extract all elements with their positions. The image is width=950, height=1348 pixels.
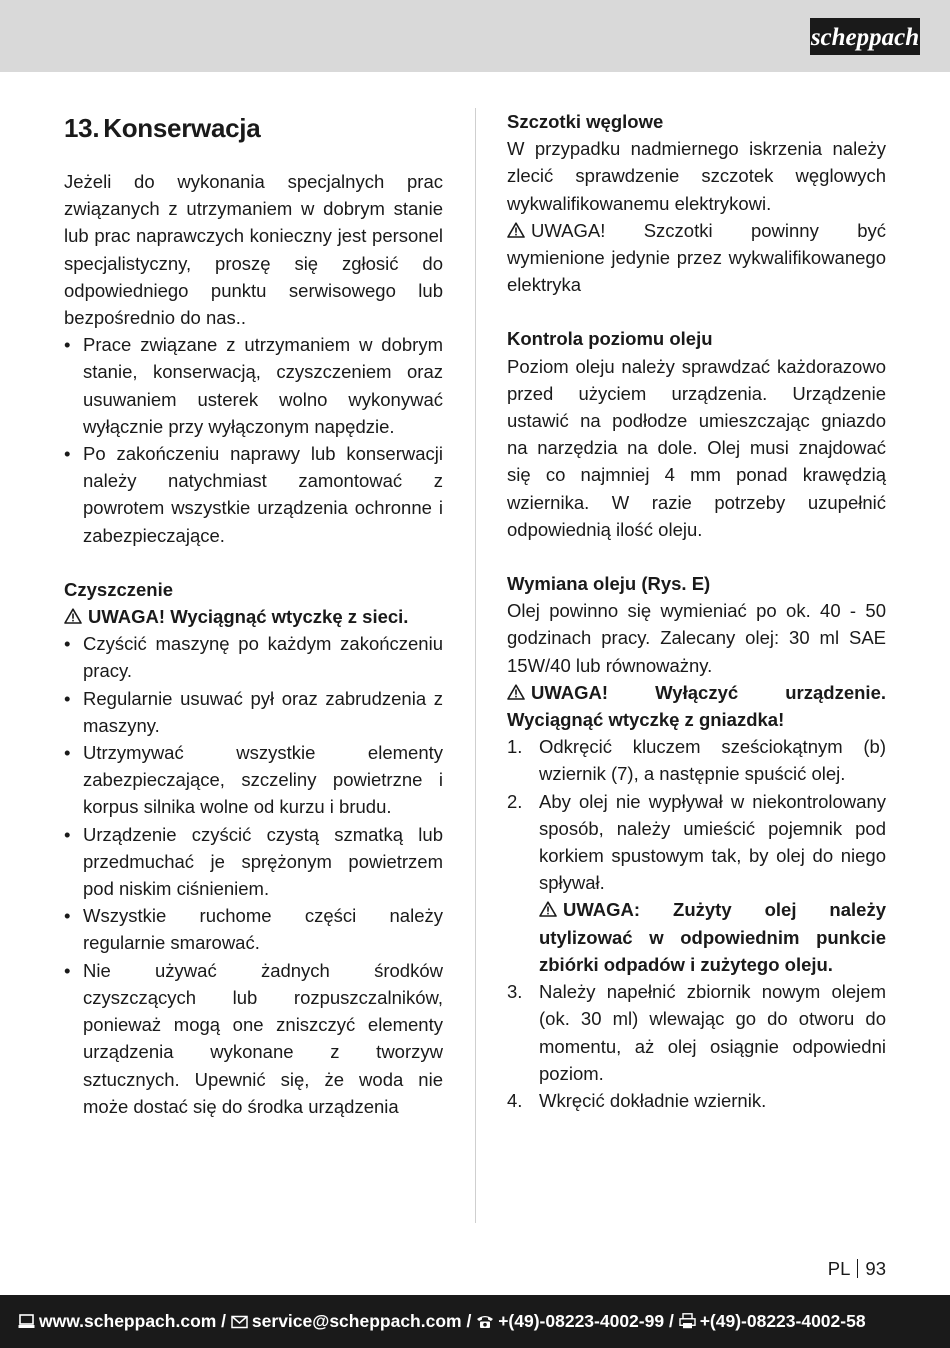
brushes-warning-text: UWAGA! Szczotki powinny być wymienione jedynie przez wykwalifikowanego elektryka	[507, 219, 886, 296]
list-item	[507, 733, 886, 787]
footer-phone[interactable]: +(49)-08223-4002-99 /	[498, 1311, 674, 1331]
list-item: • Regularnie usuwać pył oraz zabrudzenia z maszyny.	[64, 685, 443, 739]
oil-level-heading: Kontrola poziomu oleju	[507, 328, 713, 350]
step2-warning	[539, 896, 886, 978]
page-number	[828, 1257, 886, 1281]
cleaning-warning-text: UWAGA! Wyciągnąć wtyczkę z sieci.	[88, 606, 409, 628]
header-band	[0, 0, 950, 72]
section-title	[64, 108, 443, 148]
list-item: • Wszystkie ruchome części należy regularnie smarować.	[64, 902, 443, 956]
footer-email[interactable]: service@scheppach.com /	[251, 1311, 472, 1331]
scheppach-logo	[810, 18, 920, 55]
step-text: Należy napełnić zbiornik nowym olejem (ok. 30 ml) wlewając go do otworu do momentu, aż olej osiągnie odpowiedni poziom.	[539, 981, 886, 1084]
footer-bar	[0, 1295, 950, 1348]
step-text: Odkręcić kluczem sześciokątnym (b) wziernik (7), a następnie spuścić olej.	[539, 736, 886, 785]
fax-icon	[679, 1311, 696, 1335]
maintenance-intro: Jeżeli do wykonania specjalnych prac związanych z utrzymaniem w dobrym stanie lub prac naprawczych konieczny jest personel specjalistyczny, proszę się zgłosić do odpowiedniego punktu serwisowego lub bezpośrednio do nas..	[64, 171, 443, 329]
step-number: 1.	[507, 736, 523, 758]
page-lang: PL	[827, 1258, 851, 1279]
list-item: • Prace związane z utrzymaniem w dobrym stanie, konserwacją, czyszczeniem oraz usuwaniem usterek wolno wykonywać wyłącznie przy wyłączonym napędzie.	[64, 331, 443, 440]
oil-change-warning-text: UWAGA! Wyłączyć urządzenie. Wyciągnąć wtyczkę z gniazdka!	[507, 681, 886, 731]
list-item: • Po zakończeniu naprawy lub konserwacji należy natychmiast zamontować z powrotem wszystkie urządzenia ochronne i zabezpieczające.	[64, 440, 443, 549]
brushes-text: W przypadku nadmiernego iskrzenia należy zlecić sprawdzenie szczotek węglowych wykwalifikowanemu elektrykowi.	[507, 138, 886, 214]
column-divider	[475, 108, 476, 1223]
right-column	[507, 108, 886, 1114]
computer-icon	[18, 1311, 35, 1335]
maintenance-bullet-list	[64, 331, 443, 549]
oil-change-steps	[507, 733, 886, 1114]
warning-triangle-icon	[507, 222, 525, 238]
step-number: 4.	[507, 1089, 523, 1111]
oil-change-text: Olej powinno się wymieniać po ok. 40 - 50 godzinach pracy. Zalecany olej: 30 ml SAE 15W/40 lub równoważny.	[507, 600, 886, 676]
cleaning-warning	[64, 603, 443, 630]
step-number: 2.	[507, 790, 523, 812]
footer-contact-line	[18, 1309, 932, 1335]
left-column	[64, 108, 443, 1120]
section-number: 13.	[64, 113, 100, 143]
step-text: Aby olej nie wypływał w niekontrolowany sposób, należy umieścić pojemnik pod korkiem spustowym tak, by olej do niego spływał.	[539, 790, 886, 894]
page-separator	[857, 1259, 858, 1278]
oil-change-heading: Wymiana oleju (Rys. E)	[507, 573, 711, 595]
phone-icon	[476, 1311, 494, 1335]
footer-website[interactable]: www.scheppach.com /	[39, 1311, 227, 1331]
list-item: • Nie używać żadnych środków czyszczących lub rozpuszczalników, ponieważ mogą one zniszczyć elementy urządzenia wykonane z tworzyw sztucznych. Upewnić się, że woda nie może dostać się do środka urządzenia	[64, 957, 443, 1120]
step2-warning-text: UWAGA: Zużyty olej należy utylizować w odpowiednim punkcie zbiórki odpadów i zużytego oleju.	[539, 899, 886, 975]
envelope-icon	[231, 1311, 248, 1335]
warning-triangle-icon	[507, 684, 525, 700]
oil-change-warning	[507, 679, 886, 733]
logo-text: scheppach	[810, 24, 920, 51]
cleaning-bullet-list	[64, 630, 443, 1120]
brushes-heading: Szczotki węglowe	[507, 111, 664, 132]
brushes-warning	[507, 217, 886, 299]
list-item: • Urządzenie czyścić czystą szmatką lub przedmuchać je sprężonym powietrzem pod niskim ciśnieniem.	[64, 821, 443, 903]
warning-triangle-icon	[64, 608, 82, 624]
list-item	[507, 1087, 886, 1114]
list-item	[507, 978, 886, 1087]
oil-level-text: Poziom oleju należy sprawdzać każdorazowo przed użyciem urządzenia. Urządzenie ustawić na podłodze umieszczając gniazdo na narzędzia na dole. Olej musi znajdować się co najmniej 4 mm ponad krawędzią wziernika. W razie potrzeby uzupełnić odpowiednią ilość oleju.	[507, 355, 886, 540]
list-item: • Czyścić maszynę po każdym zakończeniu pracy.	[64, 630, 443, 684]
section-title-text: Konserwacja	[103, 113, 261, 143]
cleaning-heading: Czyszczenie	[64, 578, 173, 600]
footer-fax[interactable]: +(49)-08223-4002-58	[699, 1311, 866, 1331]
list-item: • Utrzymywać wszystkie elementy zabezpieczające, szczeliny powietrzne i korpus silnika wolne od kurzu i brudu.	[64, 739, 443, 821]
step-number: 3.	[507, 981, 523, 1003]
warning-triangle-icon	[539, 901, 557, 917]
list-item	[507, 788, 886, 978]
page-number-value: 93	[865, 1258, 886, 1279]
step-text: Wkręcić dokładnie wziernik.	[539, 1089, 767, 1111]
